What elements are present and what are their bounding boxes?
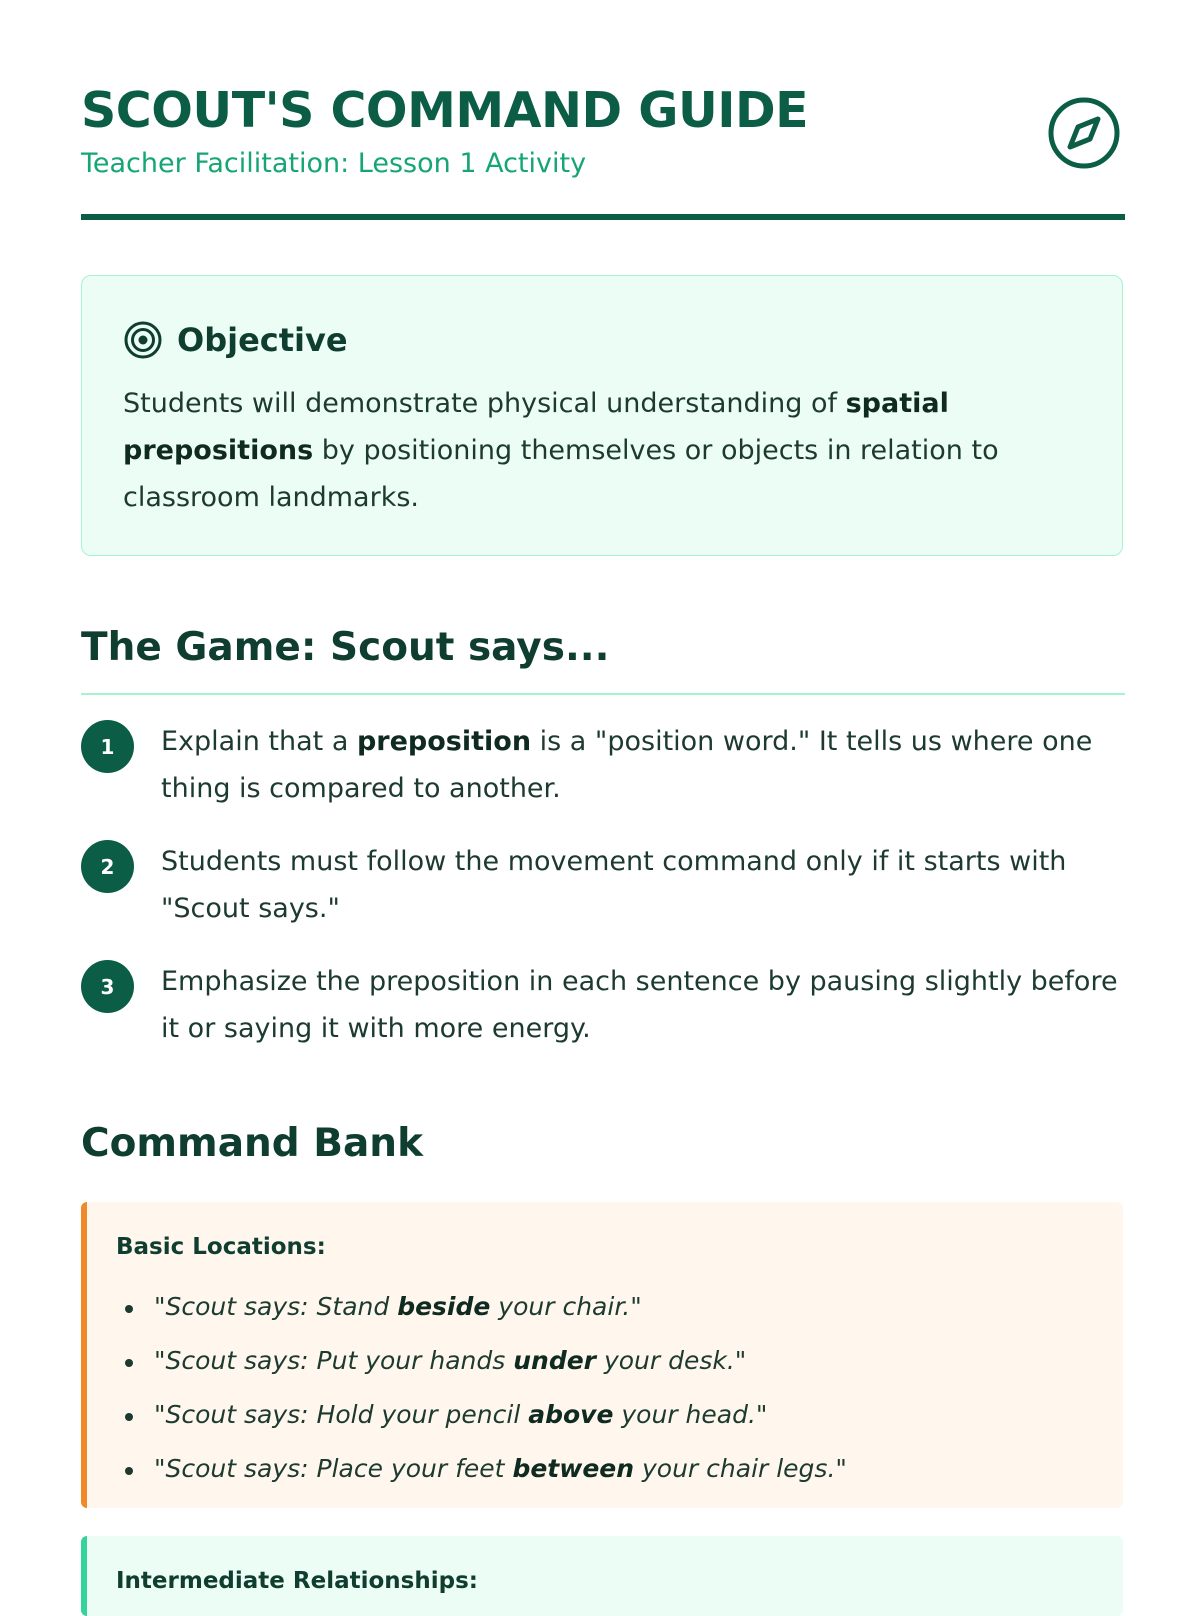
page-title: SCOUT'S COMMAND GUIDE	[81, 82, 809, 139]
compass-icon	[1047, 96, 1121, 170]
command-text-end: your head."	[613, 1400, 768, 1429]
objective-box	[81, 275, 1123, 556]
command-text-start: "Scout says: Put your hands	[154, 1346, 514, 1375]
command-text-start: "Scout says: Hold your pencil	[154, 1400, 529, 1429]
command-preposition: under	[513, 1346, 596, 1375]
command-preposition: between	[512, 1454, 635, 1483]
step-text-end: is a "position word." It tells us where one thing is compared to another.	[161, 726, 1093, 804]
command-item	[116, 1280, 847, 1334]
basic-locations-title: Basic Locations:	[116, 1234, 326, 1260]
step-number-badge: 2	[81, 840, 134, 893]
objective-text-end: by positioning themselves or objects in relation to classroom landmarks.	[123, 435, 999, 513]
objective-key-term: spatial prepositions	[123, 388, 949, 466]
objective-title: Objective	[177, 321, 348, 359]
command-text-end: your chair."	[490, 1292, 642, 1321]
command-item	[116, 1388, 847, 1442]
document-header	[81, 78, 1125, 218]
game-divider	[81, 693, 1125, 695]
page-subtitle: Teacher Facilitation: Lesson 1 Activity	[81, 148, 587, 179]
objective-text-start: Students will demonstrate physical understanding of	[123, 388, 846, 419]
intermediate-relationships-card	[81, 1536, 1123, 1616]
command-item	[116, 1334, 847, 1388]
objective-heading	[123, 320, 348, 360]
game-heading: The Game: Scout says...	[81, 625, 610, 670]
command-bank-heading: Command Bank	[81, 1121, 424, 1166]
basic-locations-card	[81, 1202, 1123, 1508]
command-text-end: your desk."	[596, 1346, 747, 1375]
command-text-end: your chair legs."	[634, 1454, 847, 1483]
basic-command-list	[116, 1280, 847, 1496]
objective-text	[123, 380, 1043, 521]
step-key-term: preposition	[356, 726, 532, 757]
intermediate-relationships-title: Intermediate Relationships:	[116, 1568, 478, 1594]
command-text-start: "Scout says: Place your feet	[154, 1454, 513, 1483]
command-preposition: above	[528, 1400, 614, 1429]
command-text-start: "Scout says: Stand	[154, 1292, 398, 1321]
command-item	[116, 1442, 847, 1496]
step-number-badge: 3	[81, 960, 134, 1013]
step-text: Emphasize the preposition in each sentence by pausing slightly before it or saying it with more energy.	[161, 966, 1118, 1044]
header-divider	[81, 214, 1125, 220]
step-number-badge: 1	[81, 720, 134, 773]
target-icon	[123, 320, 163, 360]
step-text	[161, 718, 1121, 812]
command-preposition: beside	[397, 1292, 491, 1321]
step-text-start: Explain that a	[161, 726, 357, 757]
step-text: Students must follow the movement command only if it starts with "Scout says."	[161, 846, 1067, 924]
